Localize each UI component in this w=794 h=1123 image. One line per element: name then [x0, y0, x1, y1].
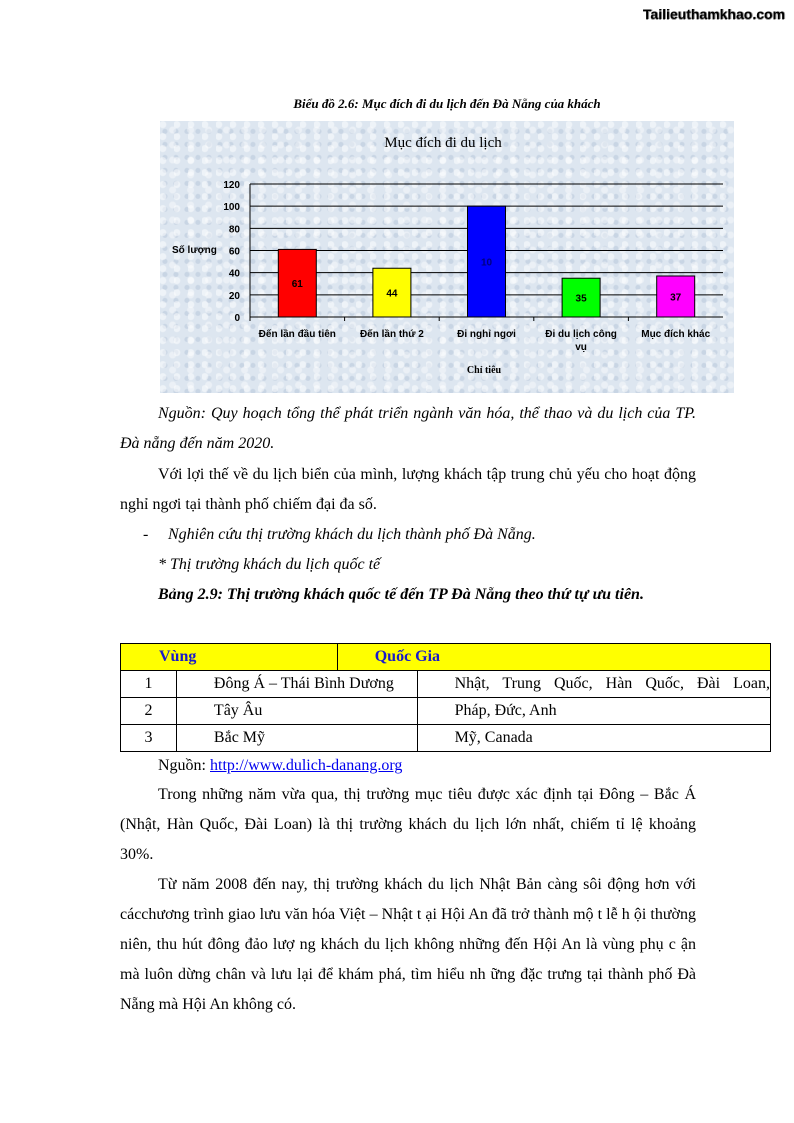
- y-tick-label: 120: [223, 180, 240, 191]
- subheading-international: * Thị trường khách du lịch quốc tế: [158, 556, 381, 573]
- bar-data-label: 35: [575, 293, 587, 305]
- watermark: Tailieuthamkhao.com: [642, 6, 785, 22]
- table-source-prefix: Nguồn:: [158, 757, 210, 774]
- header-country: Quốc Gia: [337, 644, 770, 671]
- table-caption: Bảng 2.9: Thị trường khách quốc tế đến TP Đà Nẵng theo thứ tự ưu tiên.: [158, 586, 644, 603]
- row-number: 1: [121, 671, 177, 698]
- bar-data-label: 10: [480, 257, 493, 269]
- table-row: [121, 698, 771, 725]
- bullet-dash: -: [143, 526, 149, 543]
- bar-data-label: 44: [386, 288, 398, 300]
- row-region: Tây Âu: [176, 698, 417, 725]
- paragraph-3: Từ năm 2008 đến nay, thị trường khách du lịch Nhật Bản càng sôi động hơn với cácchương trình giao lưu văn hóa Việt – Nhật t ại Hội An đã trở thành mộ t lễ h ội thường niên, thu hút đông đảo lượ ng khách du lịch không những đến Hội An là vùng phụ c ận mà luôn dừng chân và lưu lại để khám phá, tìm hiểu nh ững đặc trưng tại thành phố Đà Nẵng mà Hội An không có.: [120, 876, 696, 1013]
- figure-caption: Biểu đồ 2.6: Mục đích đi du lịch đến Đà Nẵng của khách: [293, 96, 601, 111]
- y-tick-label: 0: [234, 313, 240, 324]
- bar-data-label: 61: [291, 279, 303, 291]
- market-table: [120, 643, 771, 752]
- table-source: [158, 752, 698, 780]
- header-region: Vùng: [121, 644, 338, 671]
- y-tick-label: 80: [228, 224, 240, 236]
- x-tick-label: Đến lần đầu tiên: [258, 329, 336, 340]
- x-tick-label: Đi nghỉ ngơi: [457, 329, 516, 340]
- bar-chart: [160, 121, 734, 393]
- row-countries: Pháp, Đức, Anh: [417, 698, 770, 725]
- row-number: 2: [121, 698, 177, 725]
- x-tick-label: Đến lần thứ 2: [359, 329, 424, 340]
- y-tick-label: 100: [223, 202, 240, 214]
- source-link[interactable]: http://www.dulich-danang.org: [210, 757, 403, 774]
- x-tick-label: Đi du lịch công: [545, 329, 617, 340]
- y-tick-label: 20: [228, 290, 240, 302]
- x-tick-label: vụ: [575, 342, 587, 353]
- x-tick-label: Mục đích khác: [641, 329, 711, 340]
- row-region: Đông Á – Thái Bình Dương: [176, 671, 417, 698]
- table-row: [121, 725, 771, 752]
- row-region: Bắc Mỹ: [176, 725, 417, 752]
- chart-title: Mục đích đi du lịch: [384, 135, 502, 151]
- chart-container: [160, 121, 734, 393]
- paragraph-2: Trong những năm vừa qua, thị trường mục tiêu được xác định tại Đông – Bắc Á (Nhật, Hàn Quốc, Đài Loan) là thị trường khách du lịch lớn nhất, chiếm tỉ lệ khoảng 30%.: [120, 786, 696, 863]
- row-countries: Mỹ, Canada: [417, 725, 770, 752]
- table-row: [121, 671, 771, 698]
- y-tick-label: 40: [228, 268, 240, 280]
- x-axis-label: Chỉ tiêu: [466, 365, 502, 376]
- table-header-row: [121, 644, 771, 671]
- chart-source: Nguồn: Quy hoạch tổng thể phát triển ngành văn hóa, thể thao và du lịch của TP. Đà nẵng đến năm 2020.: [120, 405, 696, 452]
- row-countries: Nhật, Trung Quốc, Hàn Quốc, Đài Loan,: [417, 671, 770, 698]
- paragraph-1: Với lợi thế về du lịch biển của mình, lượng khách tập trung chủ yếu cho hoạt động nghỉ ngơi tại thành phố chiếm đại đa số.: [120, 466, 696, 513]
- y-axis-label: Số lượng: [172, 245, 217, 256]
- row-number: 3: [121, 725, 177, 752]
- bullet-item: Nghiên cứu thị trường khách du lịch thành phố Đà Nẵng.: [168, 526, 536, 543]
- y-tick-label: 60: [228, 246, 240, 258]
- bar-data-label: 37: [670, 292, 682, 304]
